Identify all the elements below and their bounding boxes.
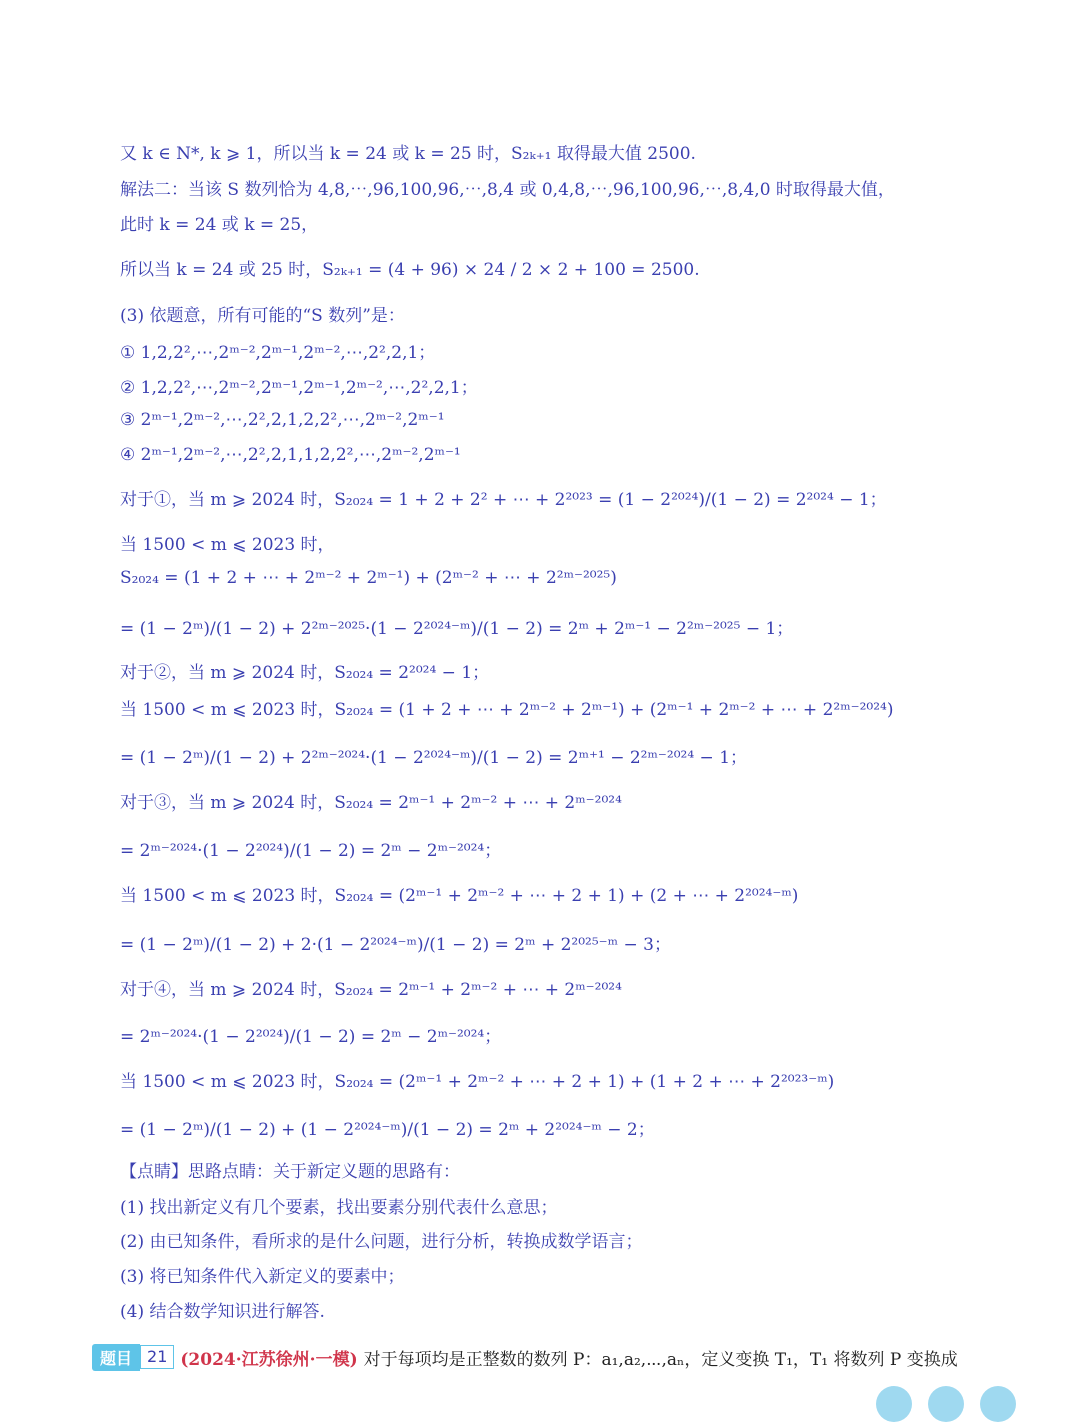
solution-line: 此时 k = 24 或 k = 25， xyxy=(120,215,319,235)
solution-line: 当 1500 < m ⩽ 2023 时，S₂₀₂₄ = (1 + 2 + ⋯ + 2ᵐ⁻² + 2ᵐ⁻¹) + (2ᵐ⁻¹ + 2ᵐ⁻² + ⋯ + 2²ᵐ⁻²⁰²⁴) xyxy=(120,700,894,720)
question-label: 题目 xyxy=(92,1344,140,1371)
page-dot xyxy=(928,1386,964,1422)
solution-line: ④ 2ᵐ⁻¹,2ᵐ⁻²,⋯,2²,2,1,1,2,2²,⋯,2ᵐ⁻²,2ᵐ⁻¹ xyxy=(120,445,461,465)
solution-line: 当 1500 < m ⩽ 2023 时，S₂₀₂₄ = (2ᵐ⁻¹ + 2ᵐ⁻² + ⋯ + 2 + 1) + (2 + ⋯ + 2²⁰²⁴⁻ᵐ) xyxy=(120,886,799,906)
solution-line: = (1 − 2ᵐ)/(1 − 2) + (1 − 2²⁰²⁴⁻ᵐ)/(1 − 2) = 2ᵐ + 2²⁰²⁴⁻ᵐ − 2； xyxy=(120,1120,655,1140)
solution-line: 对于④，当 m ⩾ 2024 时，S₂₀₂₄ = 2ᵐ⁻¹ + 2ᵐ⁻² + ⋯ + 2ᵐ⁻²⁰²⁴ xyxy=(120,980,622,1000)
solution-line: = (1 − 2ᵐ)/(1 − 2) + 2²ᵐ⁻²⁰²⁵·(1 − 2²⁰²⁴⁻ᵐ)/(1 − 2) = 2ᵐ + 2ᵐ⁻¹ − 2²ᵐ⁻²⁰²⁵ − 1； xyxy=(120,619,794,639)
solution-line: 对于①，当 m ⩾ 2024 时，S₂₀₂₄ = 1 + 2 + 2² + ⋯ + 2²⁰²³ = (1 − 2²⁰²⁴)/(1 − 2) = 2²⁰²⁴ − 1； xyxy=(120,490,887,510)
solution-line: 当 1500 < m ⩽ 2023 时，S₂₀₂₄ = (2ᵐ⁻¹ + 2ᵐ⁻² + ⋯ + 2 + 1) + (1 + 2 + ⋯ + 2²⁰²³⁻ᵐ) xyxy=(120,1072,835,1092)
solution-line: S₂₀₂₄ = (1 + 2 + ⋯ + 2ᵐ⁻² + 2ᵐ⁻¹) + (2ᵐ⁻² + ⋯ + 2²ᵐ⁻²⁰²⁵) xyxy=(120,568,617,588)
solution-line: (1) 找出新定义有几个要素，找出要素分别代表什么意思； xyxy=(120,1198,558,1218)
page-dot xyxy=(980,1386,1016,1422)
solution-line: ② 1,2,2²,⋯,2ᵐ⁻²,2ᵐ⁻¹,2ᵐ⁻¹,2ᵐ⁻²,⋯,2²,2,1； xyxy=(120,378,478,398)
solution-line: ③ 2ᵐ⁻¹,2ᵐ⁻²,⋯,2²,2,1,2,2²,⋯,2ᵐ⁻²,2ᵐ⁻¹ xyxy=(120,410,445,430)
solution-line: = (1 − 2ᵐ)/(1 − 2) + 2·(1 − 2²⁰²⁴⁻ᵐ)/(1 − 2) = 2ᵐ + 2²⁰²⁵⁻ᵐ − 3； xyxy=(120,935,671,955)
question-text: 对于每项均是正整数的数列 P：a₁,a₂,⋯,aₙ，定义变换 T₁，T₁ 将数列 P 变换成 xyxy=(363,1349,958,1370)
solution-line: 对于③，当 m ⩾ 2024 时，S₂₀₂₄ = 2ᵐ⁻¹ + 2ᵐ⁻² + ⋯ + 2ᵐ⁻²⁰²⁴ xyxy=(120,793,622,813)
solution-line: 对于②，当 m ⩾ 2024 时，S₂₀₂₄ = 2²⁰²⁴ − 1； xyxy=(120,663,490,683)
solution-line: 解法二：当该 S 数列恰为 4,8,⋯,96,100,96,⋯,8,4 或 0,4,8,⋯,96,100,96,⋯,8,4,0 时取得最大值， xyxy=(120,180,895,200)
solution-line: (3) 将已知条件代入新定义的要素中； xyxy=(120,1267,405,1287)
solution-line: = 2ᵐ⁻²⁰²⁴·(1 − 2²⁰²⁴)/(1 − 2) = 2ᵐ − 2ᵐ⁻²⁰²⁴； xyxy=(120,841,502,861)
solution-line: (3) 依题意，所有可能的“S 数列”是： xyxy=(120,306,405,326)
solution-line: 所以当 k = 24 或 25 时，S₂ₖ₊₁ = (4 + 96) × 24 / 2 × 2 + 100 = 2500. xyxy=(120,260,700,280)
solution-line: 当 1500 < m ⩽ 2023 时， xyxy=(120,535,335,555)
solution-line: (4) 结合数学知识进行解答. xyxy=(120,1302,325,1322)
solution-line: (2) 由已知条件，看所求的是什么问题，进行分析，转换成数学语言； xyxy=(120,1232,643,1252)
solution-line: 【点睛】思路点睛：关于新定义题的思路有： xyxy=(120,1162,460,1182)
solution-line: 又 k ∈ N*, k ⩾ 1，所以当 k = 24 或 k = 25 时，S₂ₖ₊₁ 取得最大值 2500. xyxy=(120,144,696,164)
page-dot xyxy=(876,1386,912,1422)
question-number: 21 xyxy=(140,1345,174,1369)
question-header xyxy=(92,1342,992,1372)
solution-line: = (1 − 2ᵐ)/(1 − 2) + 2²ᵐ⁻²⁰²⁴·(1 − 2²⁰²⁴⁻ᵐ)/(1 − 2) = 2ᵐ⁺¹ − 2²ᵐ⁻²⁰²⁴ − 1； xyxy=(120,748,748,768)
solution-line: ① 1,2,2²,⋯,2ᵐ⁻²,2ᵐ⁻¹,2ᵐ⁻²,⋯,2²,2,1； xyxy=(120,343,436,363)
solution-line: = 2ᵐ⁻²⁰²⁴·(1 − 2²⁰²⁴)/(1 − 2) = 2ᵐ − 2ᵐ⁻²⁰²⁴； xyxy=(120,1027,502,1047)
question-source: (2024·江苏徐州·一模) xyxy=(180,1349,358,1370)
